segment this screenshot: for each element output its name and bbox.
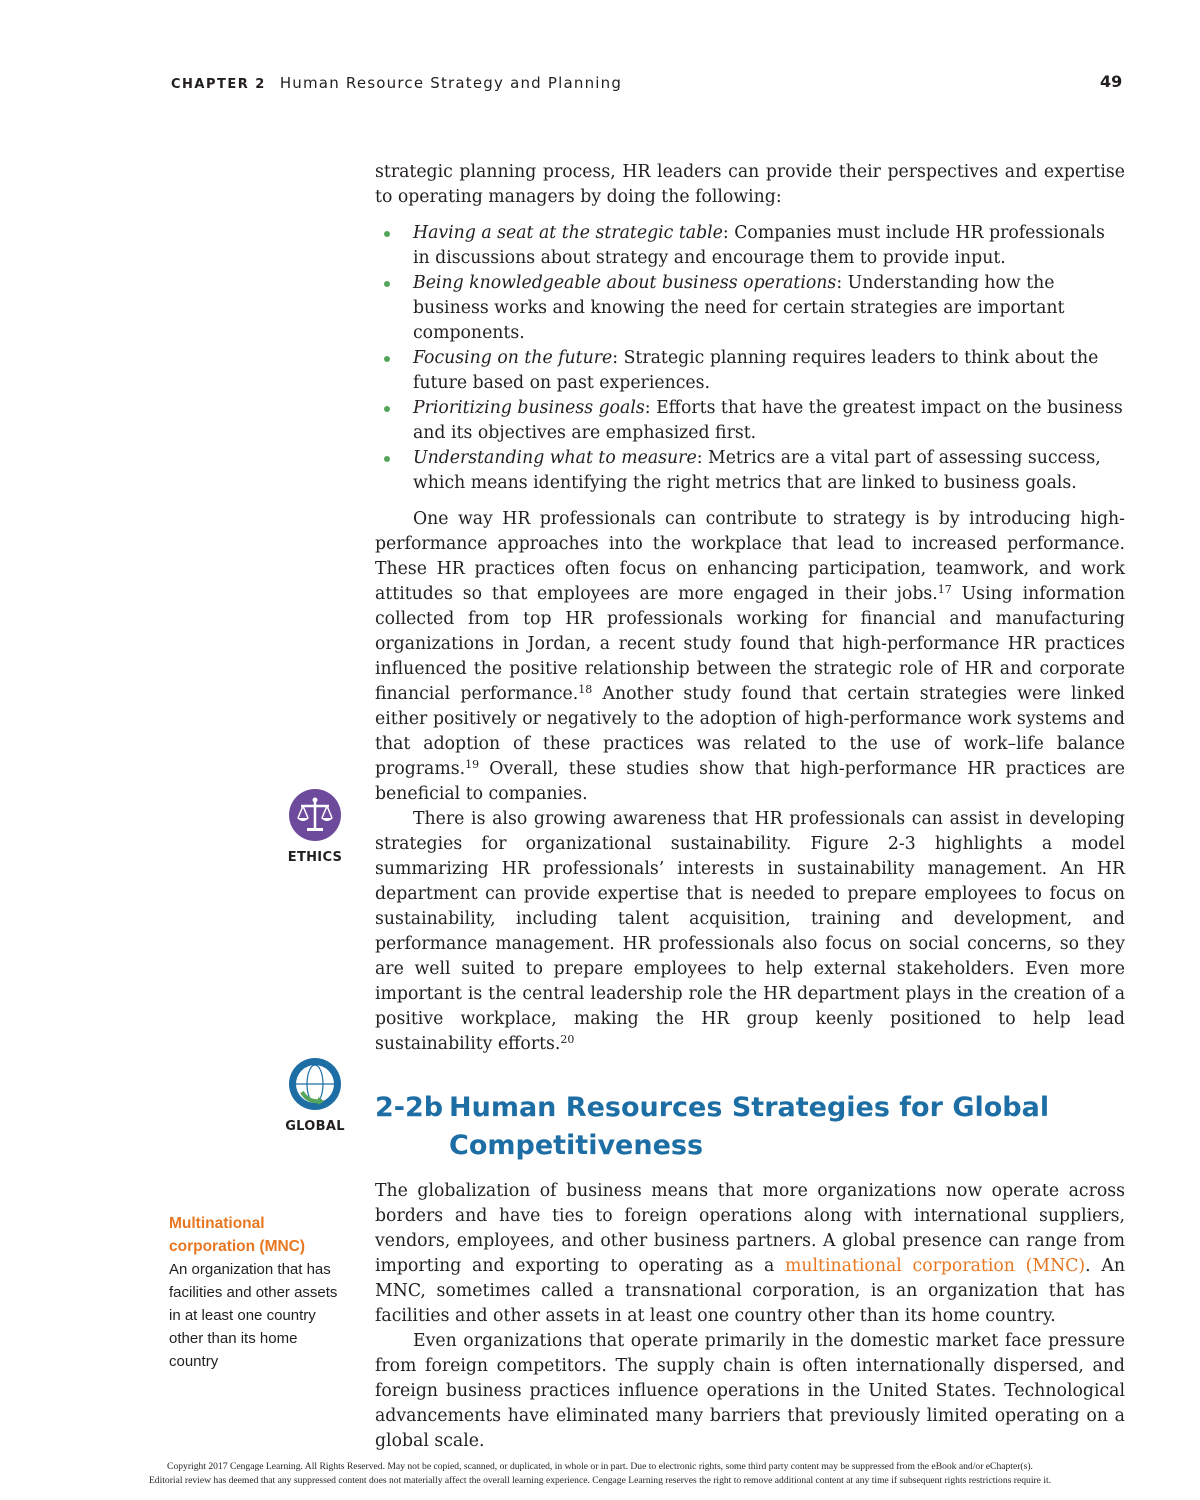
- margin-definition: [169, 1212, 339, 1373]
- copyright-footer: [0, 1460, 1200, 1488]
- running-header: [171, 74, 622, 92]
- chapter-number: CHAPTER 2: [171, 77, 266, 92]
- para3-text-a: The globalization of business means that more organizations now operate across borders and have ties to foreign operations along with international suppliers, vendors, employees, and other business partners. A global presence can range from importing and exporting to operating as a: [375, 1181, 1125, 1276]
- ethics-label: ETHICS: [287, 850, 343, 865]
- endnote-ref: 20: [560, 1033, 575, 1046]
- sustainability-paragraph: [375, 807, 1125, 1057]
- global-marker: [275, 1057, 355, 1134]
- key-term: multinational corporation (MNC): [785, 1256, 1086, 1276]
- bullet-text: : Understanding how the business works and knowing the need for certain strategies are important components.: [413, 273, 1065, 343]
- list-item: [375, 346, 1125, 396]
- high-performance-paragraph: [375, 507, 1125, 807]
- para1-text-d: Overall, these studies show that high-performance HR practices are beneficial to companies.: [375, 759, 1125, 804]
- endnote-ref: 19: [465, 758, 480, 771]
- intro-paragraph: strategic planning process, HR leaders can provide their perspectives and expertise to operating managers by doing the following:: [375, 162, 1125, 207]
- endnote-ref: 18: [578, 683, 593, 696]
- bullet-term: Prioritizing business goals: [413, 398, 645, 418]
- list-item: [375, 221, 1125, 271]
- bullet-icon: [384, 406, 390, 412]
- bullet-term: Understanding what to measure: [413, 448, 697, 468]
- bullet-icon: [384, 231, 390, 237]
- para3-text-b: . An MNC, sometimes called a transnational corporation, is an organization that has facilities and other assets in at least one country other than its home country.: [375, 1256, 1125, 1326]
- main-text-column: [375, 160, 1125, 1454]
- bullet-icon: [384, 356, 390, 362]
- bullet-text: : Companies must include HR professionals in discussions about strategy and encourage them to provide input.: [413, 223, 1105, 268]
- para1-text-a: One way HR professionals can contribute to strategy is by introducing high-performance approaches into the workplace that lead to increased performance. These HR practices often focus on enhancing participation, teamwork, and work attitudes so that employees are more engaged in their jobs.: [375, 509, 1125, 604]
- bullet-text: : Metrics are a vital part of assessing success, which means identifying the right metrics that are linked to business goals.: [413, 448, 1101, 493]
- domestic-paragraph: Even organizations that operate primarily in the domestic market face pressure from foreign competitors. The supply chain is often internationally dispersed, and foreign business practices influence operations in the United States. Technological advancements have eliminated many barriers that previously limited operating on a global scale.: [375, 1331, 1125, 1451]
- bullet-term: Having a seat at the strategic table: [413, 223, 723, 243]
- definition-text: An organization that has facilities and other assets in at least one country other than its home country: [169, 1261, 338, 1370]
- definition-term: Multinational corporation (MNC): [169, 1215, 306, 1255]
- footer-line-2: Editorial review has deemed that any suppressed content does not materially affect the overall learning experience. Cengage Learning reserves the right to remove additional content at any time if subsequent rights restrictions require it.: [148, 1475, 1052, 1486]
- bullet-term: Focusing on the future: [413, 348, 613, 368]
- para2-text: There is also growing awareness that HR professionals can assist in developing strategies for organizational sustainability. Figure 2-3 highlights a model summarizing HR professionals’ interests in sustainability management. An HR department can provide expertise that is needed to prepare employees to focus on sustainability, including talent acquisition, training and development, and performance management. HR professionals also focus on social concerns, so they are well suited to prepare employees to help external stakeholders. Even more important is the central leadership role the HR department plays in the creation of a positive workplace, making the HR group keenly positioned to help lead sustainability efforts.: [375, 809, 1125, 1054]
- endnote-ref: 17: [937, 583, 952, 596]
- bullet-icon: [384, 456, 390, 462]
- para1-text-c: Another study found that certain strategies were linked either positively or negatively to the adoption of high-performance work systems and that adoption of these practices was related to the use of work–life balance programs.: [375, 684, 1125, 779]
- bullet-icon: [384, 281, 390, 287]
- section-number: 2-2b: [375, 1092, 444, 1123]
- bullet-term: Being knowledgeable about business operations: [413, 273, 837, 293]
- ethics-marker: [275, 788, 355, 865]
- footer-line-1: Copyright 2017 Cengage Learning. All Rights Reserved. May not be copied, scanned, or duplicated, in whole or in part. Due to electronic rights, some third party content may be suppressed from the eBook and/or eChapter(s).: [167, 1461, 1033, 1472]
- chapter-title: Human Resource Strategy and Planning: [279, 74, 623, 92]
- globalization-paragraph: [375, 1179, 1125, 1329]
- para1-text-b: Using information collected from top HR professionals working for financial and manufacturing organizations in Jordan, a recent study found that high-performance HR practices influenced the positive relationship between the strategic role of HR and corporate financial performance.: [375, 584, 1125, 704]
- bullet-text: : Strategic planning requires leaders to think about the future based on past experiences.: [413, 348, 1099, 393]
- bullet-list: [375, 221, 1125, 496]
- global-globe-icon: [288, 1057, 342, 1111]
- bullet-text: : Efforts that have the greatest impact on the business and its objectives are emphasized first.: [413, 398, 1123, 443]
- section-title: Human Resources Strategies for Global Competitiveness: [449, 1092, 1050, 1161]
- section-heading: [375, 1089, 1125, 1165]
- list-item: [375, 271, 1125, 346]
- page-number: 49: [1100, 72, 1123, 91]
- global-label: GLOBAL: [285, 1119, 345, 1134]
- list-item: [375, 446, 1125, 496]
- ethics-scale-icon: [288, 788, 342, 842]
- list-item: [375, 396, 1125, 446]
